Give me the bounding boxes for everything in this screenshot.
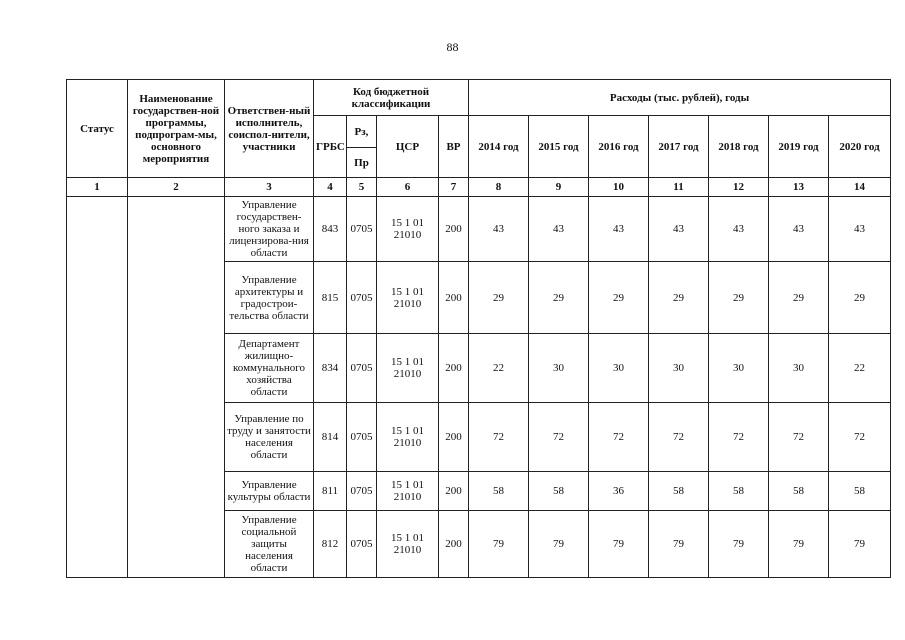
program-name-cell (128, 197, 225, 578)
value-cell: 79 (649, 511, 709, 578)
csr-cell: 15 1 01 21010 (377, 472, 439, 511)
value-cell: 58 (709, 472, 769, 511)
rzpr-cell: 0705 (347, 472, 377, 511)
value-cell: 79 (709, 511, 769, 578)
header-year-2018: 2018 год (709, 116, 769, 178)
value-cell: 72 (829, 403, 891, 472)
rzpr-cell: 0705 (347, 403, 377, 472)
header-budget-code: Код бюджетной классификации (314, 80, 469, 116)
vr-cell: 200 (439, 472, 469, 511)
header-grbs: ГРБС (314, 116, 347, 178)
csr-cell: 15 1 01 21010 (377, 511, 439, 578)
column-number: 13 (769, 178, 829, 197)
status-cell (67, 197, 128, 578)
value-cell: 36 (589, 472, 649, 511)
column-number: 10 (589, 178, 649, 197)
value-cell: 43 (769, 197, 829, 262)
grbs-cell: 814 (314, 403, 347, 472)
header-vr: ВР (439, 116, 469, 178)
executor-cell: Управление государствен-ного заказа и лицензирова-ния области (225, 197, 314, 262)
header-year-2014: 2014 год (469, 116, 529, 178)
csr-cell: 15 1 01 21010 (377, 262, 439, 334)
value-cell: 72 (469, 403, 529, 472)
vr-cell: 200 (439, 197, 469, 262)
header-year-2017: 2017 год (649, 116, 709, 178)
column-number: 3 (225, 178, 314, 197)
value-cell: 43 (589, 197, 649, 262)
executor-cell: Управление архитектуры и градострои-тельства области (225, 262, 314, 334)
value-cell: 30 (769, 334, 829, 403)
column-number: 7 (439, 178, 469, 197)
vr-cell: 200 (439, 262, 469, 334)
csr-cell: 15 1 01 21010 (377, 197, 439, 262)
value-cell: 72 (709, 403, 769, 472)
header-expenses: Расходы (тыс. рублей), годы (469, 80, 891, 116)
column-number: 8 (469, 178, 529, 197)
executor-cell: Управление культуры области (225, 472, 314, 511)
header-year-2016: 2016 год (589, 116, 649, 178)
csr-cell: 15 1 01 21010 (377, 403, 439, 472)
header-year-2019: 2019 год (769, 116, 829, 178)
value-cell: 30 (529, 334, 589, 403)
column-number: 14 (829, 178, 891, 197)
value-cell: 72 (649, 403, 709, 472)
page-number: 88 (446, 40, 459, 54)
value-cell: 79 (529, 511, 589, 578)
header-year-2020: 2020 год (829, 116, 891, 178)
table-row (67, 197, 891, 262)
column-number: 5 (347, 178, 377, 197)
header-rz: Рз, (347, 116, 377, 148)
value-cell: 79 (469, 511, 529, 578)
value-cell: 22 (469, 334, 529, 403)
executor-cell: Департамент жилищно-коммунального хозяйства области (225, 334, 314, 403)
budget-table (66, 79, 891, 578)
value-cell: 29 (589, 262, 649, 334)
header-year-2015: 2015 год (529, 116, 589, 178)
executor-cell: Управление социальной защиты населения области (225, 511, 314, 578)
value-cell: 58 (529, 472, 589, 511)
rzpr-cell: 0705 (347, 511, 377, 578)
value-cell: 79 (589, 511, 649, 578)
value-cell: 72 (769, 403, 829, 472)
table-header (67, 80, 891, 197)
value-cell: 29 (529, 262, 589, 334)
value-cell: 72 (529, 403, 589, 472)
rzpr-cell: 0705 (347, 262, 377, 334)
value-cell: 30 (709, 334, 769, 403)
column-number: 11 (649, 178, 709, 197)
header-status: Статус (67, 80, 128, 178)
value-cell: 30 (649, 334, 709, 403)
vr-cell: 200 (439, 403, 469, 472)
column-number-row (67, 178, 891, 197)
header-program-name: Наименование государствен-ной программы, подпрограм-мы, основного мероприятия (128, 80, 225, 178)
value-cell: 43 (829, 197, 891, 262)
value-cell: 43 (709, 197, 769, 262)
rzpr-cell: 0705 (347, 334, 377, 403)
grbs-cell: 815 (314, 262, 347, 334)
value-cell: 29 (469, 262, 529, 334)
value-cell: 29 (769, 262, 829, 334)
executor-cell: Управление по труду и занятости населения области (225, 403, 314, 472)
rzpr-cell: 0705 (347, 197, 377, 262)
grbs-cell: 812 (314, 511, 347, 578)
column-number: 12 (709, 178, 769, 197)
vr-cell: 200 (439, 334, 469, 403)
column-number: 2 (128, 178, 225, 197)
column-number: 9 (529, 178, 589, 197)
value-cell: 58 (769, 472, 829, 511)
csr-cell: 15 1 01 21010 (377, 334, 439, 403)
column-number: 6 (377, 178, 439, 197)
value-cell: 79 (829, 511, 891, 578)
value-cell: 72 (589, 403, 649, 472)
column-number: 4 (314, 178, 347, 197)
header-executor: Ответствен-ный исполнитель, соиспол-нители, участники (225, 80, 314, 178)
value-cell: 43 (469, 197, 529, 262)
vr-cell: 200 (439, 511, 469, 578)
header-csr: ЦСР (377, 116, 439, 178)
value-cell: 43 (649, 197, 709, 262)
header-pr: Пр (347, 148, 377, 178)
value-cell: 58 (829, 472, 891, 511)
grbs-cell: 843 (314, 197, 347, 262)
value-cell: 29 (829, 262, 891, 334)
value-cell: 29 (649, 262, 709, 334)
table-body (67, 197, 891, 578)
value-cell: 22 (829, 334, 891, 403)
value-cell: 29 (709, 262, 769, 334)
column-number: 1 (67, 178, 128, 197)
value-cell: 79 (769, 511, 829, 578)
grbs-cell: 834 (314, 334, 347, 403)
value-cell: 58 (649, 472, 709, 511)
value-cell: 58 (469, 472, 529, 511)
value-cell: 43 (529, 197, 589, 262)
grbs-cell: 811 (314, 472, 347, 511)
value-cell: 30 (589, 334, 649, 403)
